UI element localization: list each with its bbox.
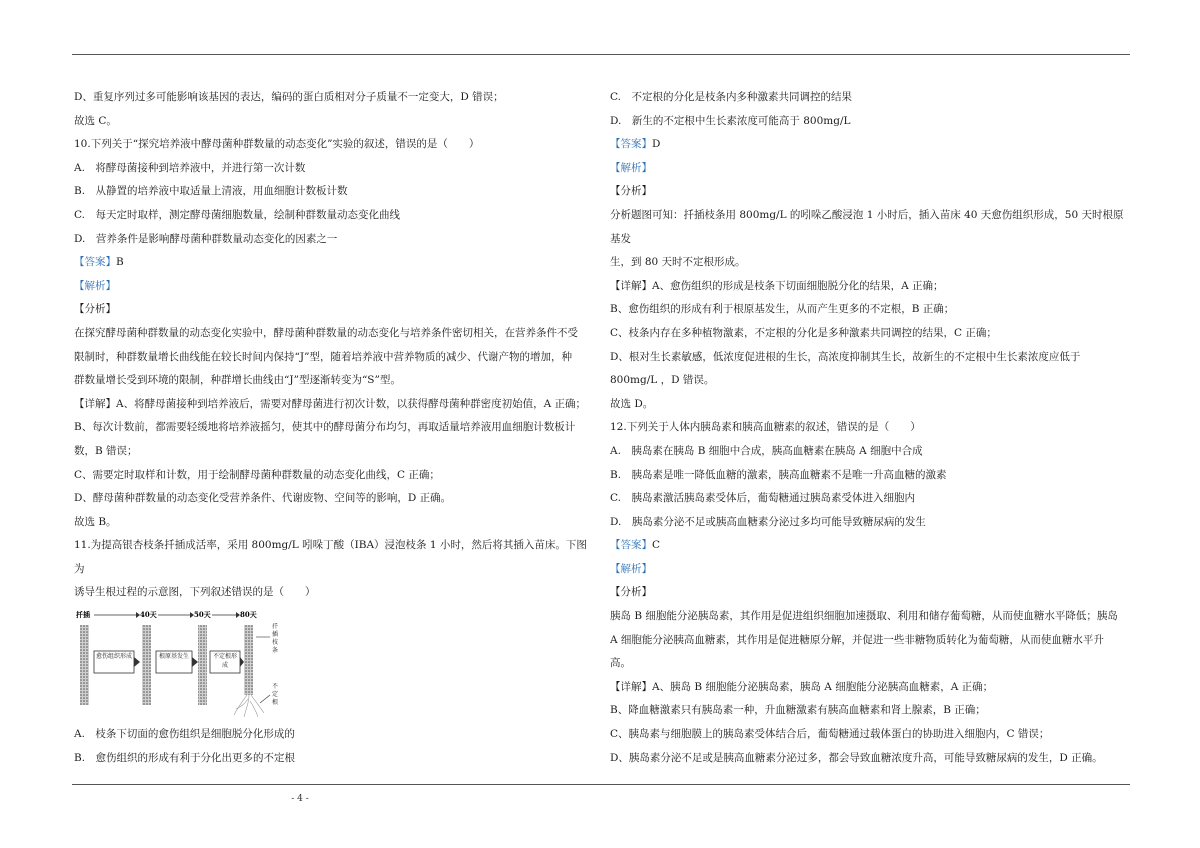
q10-option-c: C. 每天定时取样，测定酵母菌细胞数量，绘制种群数量动态变化曲线 bbox=[74, 208, 400, 221]
q12-analysis-1: 胰岛 B 细胞能分泌胰岛素，其作用是促进组织细胞加速摄取、利用和储存葡萄糖，从而使血糖水平降低；胰岛 bbox=[610, 610, 1118, 623]
q12-option-a: A. 胰岛素在胰岛 B 细胞中合成，胰高血糖素在胰岛 A 细胞中合成 bbox=[610, 444, 923, 457]
q12-detail-4: D、胰岛素分泌不足或是胰高血糖素分泌过多，都会导致血糖浓度升高，可能导致糖尿病的发生，D 正确。 bbox=[610, 751, 1103, 764]
q11-option-d: D. 新生的不定根中生长素浓度可能高于 800mg/L bbox=[610, 114, 851, 127]
q10-detail-1: 【详解】A、将酵母菌接种到培养液后，需要对酵母菌进行初次计数，以获得酵母菌种群密度初始值，A 正确； bbox=[74, 397, 587, 410]
bottom-rule bbox=[72, 784, 1130, 785]
side-label-cutting: 扦插枝条 bbox=[272, 623, 279, 655]
label-50: 50天 bbox=[194, 610, 211, 620]
arrow-1-label: 愈伤组织形成 bbox=[95, 653, 132, 661]
q10-detail-3: 数，B 错误； bbox=[74, 444, 138, 457]
q11-stem-2: 诱导生根过程的示意图，下列叙述错误的是（ ） bbox=[74, 586, 316, 599]
q11-option-b: B. 愈伤组织的形成有利于分化出更多的不定根 bbox=[74, 751, 296, 764]
q12-jiexi: 【解析】 bbox=[610, 562, 652, 575]
left-column bbox=[74, 86, 594, 770]
q10-analysis-2: 限制时，种群数量增长曲线能在较长时间内保持“J”型，随着培养液中营养物质的减少、代谢产物的增加，种 bbox=[74, 350, 572, 363]
q11-detail-5: 800mg/L ，D 错误。 bbox=[610, 374, 715, 387]
q11-analysis-2: 生，到 80 天时不定根形成。 bbox=[610, 256, 746, 269]
q11-detail-3: C、枝条内存在多种植物激素，不定根的分化是多种激素共同调控的结果，C 正确； bbox=[610, 326, 997, 339]
q12-analysis-3: 高。 bbox=[610, 657, 631, 670]
q10-fenxi: 【分析】 bbox=[74, 303, 116, 316]
q10-choose: 故选 B。 bbox=[74, 515, 117, 528]
answer-tag: 【答案】 bbox=[610, 539, 652, 552]
answer-tag: 【答案】 bbox=[610, 138, 652, 151]
stem-3 bbox=[198, 625, 207, 705]
q10-detail-5: D、酵母菌种群数量的动态变化受营养条件、代谢废物、空间等的影响，D 正确。 bbox=[74, 492, 452, 505]
q10-detail-4: C、需要定时取样和计数，用于绘制酵母菌种群数量的动态变化曲线，C 正确； bbox=[74, 468, 440, 481]
q10-option-b: B. 从静置的培养液中取适量上清液，用血细胞计数板计数 bbox=[74, 185, 348, 198]
q10-option-d: D. 营养条件是影响酵母菌种群数量动态变化的因素之一 bbox=[74, 232, 338, 245]
q12-detail-3: C、胰岛素与细胞膜上的胰岛素受体结合后，葡萄糖通过载体蛋白的协助进入细胞内，C 错误； bbox=[610, 728, 1050, 741]
q10-analysis-1: 在探究酵母菌种群数量的动态变化实验中，酵母菌种群数量的动态变化与培养条件密切相关，在营养条件不受 bbox=[74, 326, 578, 339]
q11-fenxi: 【分析】 bbox=[610, 185, 652, 198]
page-number: - 4 - bbox=[291, 794, 309, 804]
answer-value: D bbox=[652, 138, 661, 151]
stem-2 bbox=[142, 625, 151, 705]
q10-jiexi: 【解析】 bbox=[74, 279, 116, 292]
q10-option-a: A. 将酵母菌接种到培养液中，并进行第一次计数 bbox=[74, 161, 306, 174]
q12-stem: 12.下列关于人体内胰岛素和胰高血糖素的叙述，错误的是（ ） bbox=[610, 421, 921, 434]
q9-conclusion-d: D、重复序列过多可能影响该基因的表达，编码的蛋白质相对分子质量不一定变大，D 错误； bbox=[74, 91, 504, 103]
q11-detail-2: B、愈伤组织的形成有利于根原基发生，从而产生更多的不定根，B 正确； bbox=[610, 303, 955, 316]
q12-answer bbox=[610, 534, 1130, 558]
label-start: 扦插 bbox=[76, 610, 90, 620]
stem-1 bbox=[80, 625, 89, 705]
side-label-root: 不定根 bbox=[272, 683, 279, 707]
q12-analysis-2: A 细胞能分泌胰高血糖素，其作用是促进糖原分解，并促进一些非糖物质转化为葡萄糖，从而使血糖水平升 bbox=[610, 633, 1104, 646]
q12-option-b: B. 胰岛素是唯一降低血糖的激素，胰高血糖素不是唯一升高血糖的激素 bbox=[610, 468, 947, 481]
top-rule bbox=[72, 54, 1130, 55]
q11-jiexi: 【解析】 bbox=[610, 161, 652, 174]
q11-detail-1: 【详解】A、愈伤组织的形成是枝条下切面细胞脱分化的结果，A 正确； bbox=[610, 279, 944, 292]
q9-choose: 故选 C。 bbox=[74, 114, 117, 127]
q12-option-c: C. 胰岛素激活胰岛素受体后，葡萄糖通过胰岛素受体进入细胞内 bbox=[610, 492, 915, 505]
q11-answer bbox=[610, 133, 1130, 157]
q12-detail-1: 【详解】A、胰岛 B 细胞能分泌胰岛素，胰岛 A 细胞能分泌胰高血糖素，A 正确； bbox=[610, 680, 994, 693]
arrow-2-label: 根原基发生 bbox=[158, 653, 189, 661]
adventitious-roots bbox=[234, 695, 264, 717]
q11-option-a: A. 枝条下切面的愈伤组织是细胞脱分化形成的 bbox=[74, 728, 295, 741]
q11-detail-4: D、根对生长素敏感，低浓度促进根的生长，高浓度抑制其生长，故新生的不定根中生长素浓度应低于 bbox=[610, 350, 1081, 363]
right-column bbox=[610, 86, 1130, 770]
q10-stem: 10.下列关于“探究培养液中酵母菌种群数量的动态变化”实验的叙述，错误的是（ ） bbox=[74, 138, 480, 151]
arrow-3-label: 不定根形成 bbox=[212, 653, 237, 670]
label-80: 80天 bbox=[240, 610, 257, 620]
q12-fenxi: 【分析】 bbox=[610, 586, 652, 599]
q10-detail-2: B、每次计数前，都需要轻缓地将培养液摇匀，使其中的酵母菌分布均匀，再取适量培养液用血细胞计数板计 bbox=[74, 421, 576, 434]
rooting-diagram bbox=[74, 607, 304, 719]
q11-stem-1: 11.为提高银杏枝条扦插成活率，采用 800mg/L 吲哚丁酸（IBA）浸泡枝条 1 小时，然后将其插入苗床。下图为 bbox=[74, 539, 587, 575]
answer-tag: 【答案】 bbox=[74, 256, 116, 269]
q11-option-c: C. 不定根的分化是枝条内多种激素共同调控的结果 bbox=[610, 91, 852, 103]
q11-analysis-1: 分析题图可知：扦插枝条用 800mg/L 的吲哚乙酸浸泡 1 小时后，插入苗床 40 天愈伤组织形成，50 天时根原基发 bbox=[610, 208, 1124, 245]
q12-option-d: D. 胰岛素分泌不足或胰高血糖素分泌过多均可能导致糖尿病的发生 bbox=[610, 515, 926, 528]
q10-answer bbox=[74, 251, 594, 275]
q11-choose: 故选 D。 bbox=[610, 397, 654, 410]
q10-analysis-3: 群数量增长受到环境的限制，种群增长曲线由“J”型逐渐转变为“S”型。 bbox=[74, 374, 401, 387]
answer-value: B bbox=[116, 256, 124, 269]
stem-4 bbox=[244, 625, 253, 695]
answer-value: C bbox=[652, 539, 661, 552]
label-40: 40天 bbox=[140, 610, 157, 620]
q12-detail-2: B、降血糖激素只有胰岛素一种，升血糖激素有胰高血糖素和肾上腺素，B 正确； bbox=[610, 704, 986, 717]
